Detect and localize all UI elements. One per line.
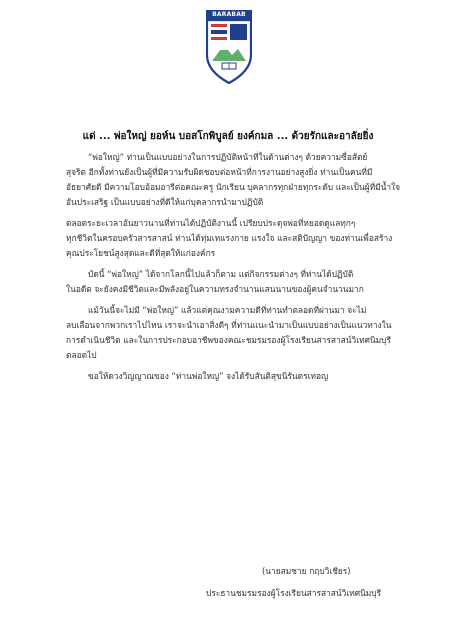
text-line: “พ่อใหญ่” ท่านเป็นแบบอย่างในการปฏิบัติหน้าที่ในด้านต่างๆ ด้วยความซื่อสัตย์ [88, 152, 368, 162]
paragraph-1 [66, 150, 416, 210]
text-line: อัธยาศัยดี มีความโอบอ้อมอารีต่อคณะครู นักเรียน บุคลากรทุกฝ่ายทุกระดับ และเป็นผู้ที่มีน้ำใจ [66, 182, 401, 192]
paragraph-5 [66, 369, 416, 384]
text-line: คุณประโยชน์สูงสุดและดีที่สุดให้แก่องค์กร [66, 248, 216, 258]
crest-banner: BARABAB [206, 10, 252, 19]
text-line: ในอดีต จะยังคงมีชีวิตและมีพลังอยู่ในความทรงจำนานแสนนานของผู้คนจำนวนมาก [66, 284, 364, 294]
crest-shield-icon [206, 19, 252, 84]
text-line: ลบเลือนจากพวกเราไปไหน เราจะนำเอาสิ่งดีๆ ที่ท่านแนะนำมาเป็นแบบอย่างเป็นแนวทางใน [66, 320, 392, 330]
text-line: การดำเนินชีวิต และในการประกอบอาชีพของคณะชมรมรองผู้โรงเรียนสารสาสน์วิเทศนิมบุรี [66, 335, 391, 345]
memorial-heading: แด่ ... พ่อใหญ่ ยอห์น บอสโกพิบูลย์ ยงค์กมล ... ด้วยรักและอาลัยยิ่ง [82, 131, 374, 142]
paragraph-3 [66, 267, 416, 297]
text-line: แม้วันนี้จะไม่มี “พ่อใหญ่” แล้วแต่คุณงามความดีที่ท่านทำตลอดที่ผ่านมา จะไม่ [88, 305, 367, 315]
text-line: ขอให้ดวงวิญญาณของ “ท่านพ่อใหญ่” จงได้รับสันติสุขนิรันดรเทอญ [88, 371, 329, 381]
text-line: ทุกชีวิตในครอบครัวสารสาสน์ ท่านได้ทุ่มเทแรงกาย แรงใจ และสติปัญญา ของท่านเพื่อสร้าง [66, 233, 393, 243]
text-line: ตลอดไป [66, 350, 97, 360]
paragraph-2 [66, 216, 416, 261]
school-crest-logo [206, 10, 252, 84]
letter-body [66, 150, 416, 390]
paragraph-4 [66, 303, 416, 363]
signatory-title: ประธานชมรมรองผู้โรงเรียนสารสาสน์วิเทศนิมบุรี [206, 588, 382, 598]
signatory-name: (นายสมชาย กฤบวิเชียร) [262, 566, 351, 576]
text-line: อันประเสริฐ เป็นแบบอย่างที่ดีให้แก่บุคลากรนำมาปฏิบัติ [66, 197, 264, 207]
text-line: บัดนี้ “พ่อใหญ่” ได้จากโลกนี้ไปแล้วก็ตาม แต่กิจกรรมต่างๆ ที่ท่านได้ปฏิบัติ [88, 269, 354, 279]
text-line: สุจริต อีกทั้งท่านยังเป็นผู้ที่มีความรับผิดชอบต่อหน้าที่การงานอย่างสูงยิ่ง ท่านเป็นคนที่มี [66, 167, 373, 177]
text-line: ตลอดระยะเวลาอันยาวนานที่ท่านได้ปฏิบัติงานนี้ เปรียบประดุจพ่อที่หยอดดูแลทุกๆ [66, 218, 356, 228]
